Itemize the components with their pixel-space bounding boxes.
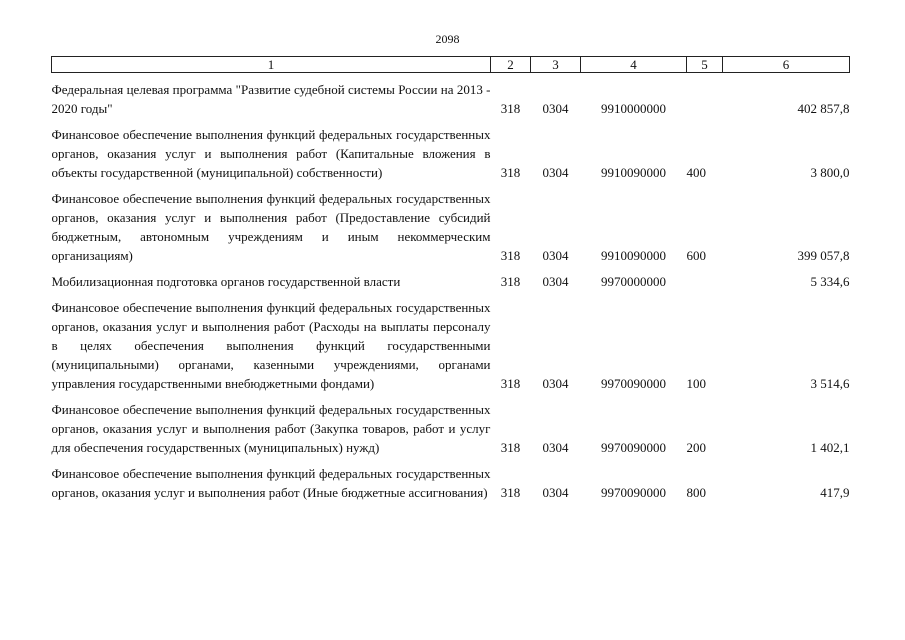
row-amount: 1 402,1 <box>810 440 850 455</box>
row-col-5: 400 <box>686 165 706 180</box>
page-number: 2098 <box>435 32 460 46</box>
table-row <box>52 400 850 457</box>
header-col-1: 1 <box>52 57 491 73</box>
row-col-4: 9910090000 <box>601 165 666 180</box>
row-col-4: 9910090000 <box>601 248 666 263</box>
header-col-6: 6 <box>723 57 850 73</box>
table-header-row <box>52 57 850 73</box>
row-col-5: 200 <box>686 440 706 455</box>
row-amount: 3 514,6 <box>810 376 850 391</box>
row-amount: 399 057,8 <box>797 248 850 263</box>
row-col-2: 318 <box>500 101 521 116</box>
table-row <box>52 189 850 265</box>
row-col-2: 318 <box>500 274 521 289</box>
row-col-3: 0304 <box>542 485 569 500</box>
header-col-3: 3 <box>531 57 581 73</box>
row-col-2: 318 <box>500 165 521 180</box>
row-amount: 5 334,6 <box>810 274 850 289</box>
row-col-2: 318 <box>500 440 521 455</box>
row-col-4: 9970090000 <box>601 376 666 391</box>
table-row <box>52 80 850 118</box>
row-col-3: 0304 <box>542 101 569 116</box>
row-name: Финансовое обеспечение выполнения функций федеральных государственных органов, оказания услуг и выполнения работ (Предоставление субсидий бюджетным, автономным учреждениям и иным некоммерческим организациям) <box>51 191 491 263</box>
row-col-4: 9970090000 <box>601 485 666 500</box>
table-row <box>52 464 850 502</box>
table-row <box>52 298 850 393</box>
row-amount: 417,9 <box>820 485 850 500</box>
row-col-4: 9970000000 <box>601 274 666 289</box>
header-col-2: 2 <box>491 57 531 73</box>
row-col-3: 0304 <box>542 376 569 391</box>
table-row <box>52 125 850 182</box>
row-amount: 402 857,8 <box>797 101 850 116</box>
row-col-3: 0304 <box>542 440 569 455</box>
row-col-5 <box>687 272 723 291</box>
row-col-5: 600 <box>686 248 706 263</box>
row-col-3: 0304 <box>542 274 569 289</box>
row-col-4: 9970090000 <box>601 440 666 455</box>
row-col-5: 100 <box>686 376 706 391</box>
row-name: Финансовое обеспечение выполнения функций федеральных государственных органов, оказания услуг и выполнения работ (Расходы на выплаты персоналу в целях обеспечения выполнения функций государственными (муниципальными) органами, казенными учреждениями, органами управления государственными внебюджетными фондами) <box>51 300 491 391</box>
row-col-3: 0304 <box>542 248 569 263</box>
header-col-5: 5 <box>687 57 723 73</box>
row-amount: 3 800,0 <box>810 165 850 180</box>
budget-table <box>51 56 850 502</box>
row-col-4: 9910000000 <box>601 101 666 116</box>
row-name: Финансовое обеспечение выполнения функций федеральных государственных органов, оказания услуг и выполнения работ (Закупка товаров, работ и услуг для обеспечения государственных (муниципальных) нужд) <box>51 402 491 455</box>
row-col-5 <box>687 80 723 118</box>
row-col-2: 318 <box>500 485 521 500</box>
table-row <box>52 272 850 291</box>
row-col-2: 318 <box>500 248 521 263</box>
row-col-3: 0304 <box>542 165 569 180</box>
row-name: Мобилизационная подготовка органов государственной власти <box>51 274 401 289</box>
row-col-5: 800 <box>686 485 706 500</box>
row-col-2: 318 <box>500 376 521 391</box>
row-name: Федеральная целевая программа "Развитие судебной системы России на 2013 - 2020 годы" <box>51 82 491 116</box>
row-name: Финансовое обеспечение выполнения функций федеральных государственных органов, оказания услуг и выполнения работ (Иные бюджетные ассигнования) <box>51 466 491 500</box>
row-name: Финансовое обеспечение выполнения функций федеральных государственных органов, оказания услуг и выполнения работ (Капитальные вложения в объекты государственной (муниципальной) собственности) <box>51 127 491 180</box>
header-col-4: 4 <box>581 57 687 73</box>
